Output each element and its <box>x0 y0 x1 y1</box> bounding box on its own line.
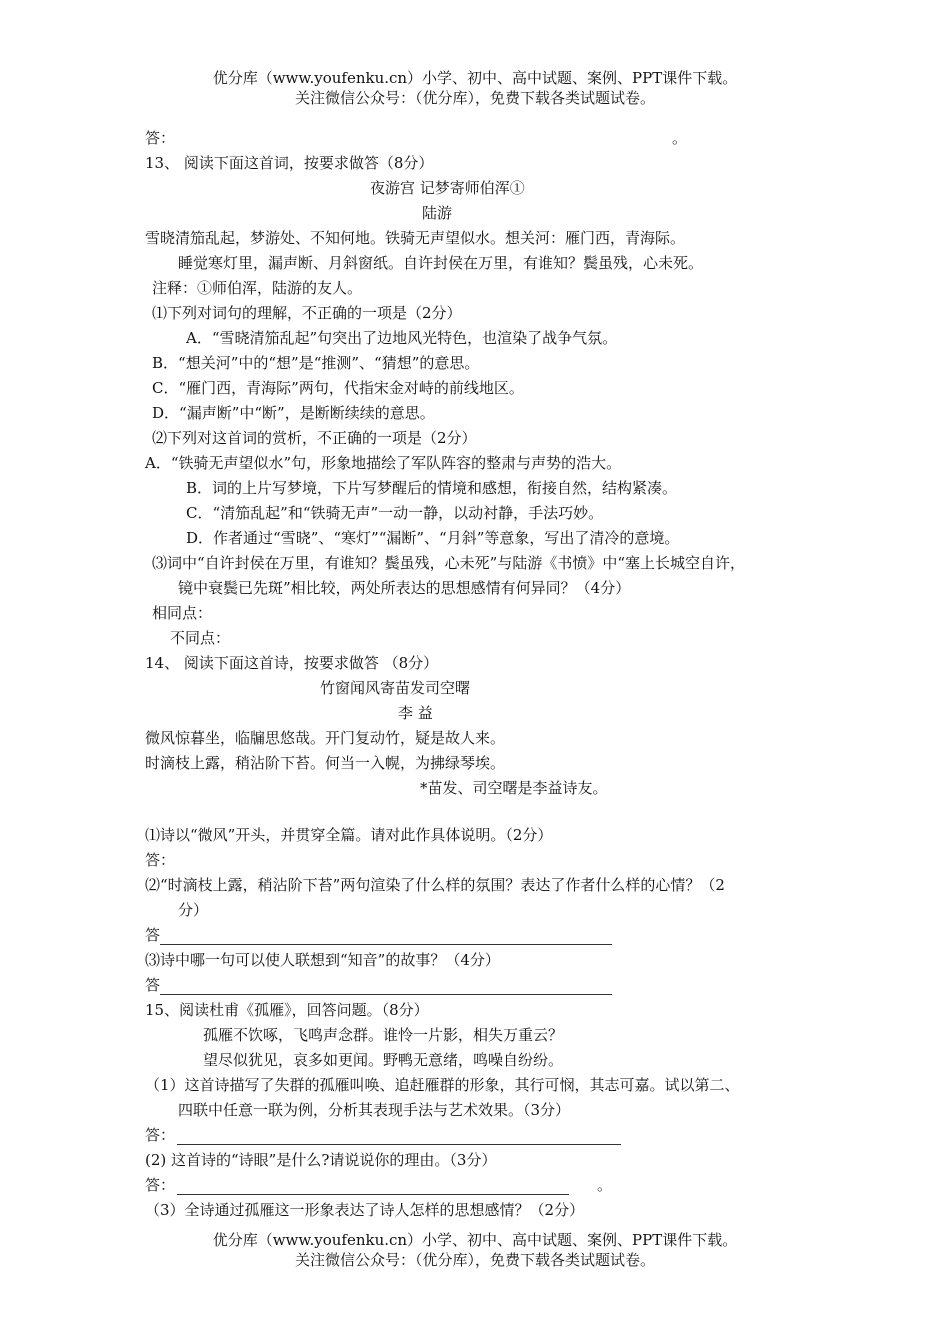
q13-sub3-line-2: 镜中衰鬓已先斑”相比较，两处所表达的思想感情有何异同？（4分） <box>178 579 631 597</box>
q13-sub2-option-b: B．词的上片写梦境，下片写梦醒后的情境和感想，衔接自然，结构紧凑。 <box>186 479 678 497</box>
q13-sub2-option-a: A．“铁骑无声望似水”句，形象地描绘了军队阵容的整肃与声势的浩大。 <box>145 454 622 472</box>
q14-poem-line-2: 时滴枝上露，稍沾阶下苔。何当一入幌，为拂绿琴埃。 <box>145 754 506 772</box>
q14-sub3-answer-label: 答 <box>145 976 161 994</box>
q15-sub2: (2) 这首诗的“诗眼”是什么?请说说你的理由。（3分） <box>145 1151 497 1169</box>
q14-sub1: ⑴诗以“微风”开头，并贯穿全篇。请对此作具体说明。（2分） <box>145 826 553 844</box>
q14-heading: 14、 阅读下面这首诗，按要求做答 （8分） <box>145 654 439 672</box>
q15-sub3: （3）全诗通过孤雁这一形象表达了诗人怎样的思想感情？（2分） <box>145 1201 585 1219</box>
q13-sub1: ⑴下列对词句的理解，不正确的一项是（2分） <box>152 304 462 322</box>
q14-note: *苗发、司空曙是李益诗友。 <box>420 779 608 797</box>
q13-sub2-option-c: C．“清笳乱起”和“铁骑无声”一动一静，以动衬静，手法巧妙。 <box>186 504 604 522</box>
q15-sub2-answer-line <box>145 1175 612 1195</box>
q14-sub2-answer-line <box>145 925 612 945</box>
q13-sub1-option-c: C．“雁门西，青海际”两句，代指宋金对峙的前线地区。 <box>152 379 524 397</box>
header-line-2: 关注微信公众号：（优分库），免费下载各类试题试卷。 <box>294 89 655 107</box>
q13-sub1-option-d: D．“漏声断”中“断”，是断断续续的意思。 <box>152 404 435 422</box>
answer-blank <box>177 1179 569 1195</box>
q15-poem-line-1: 孤雁不饮啄，飞鸣声念群。谁怜一片影，相失万重云？ <box>203 1026 564 1044</box>
q15-heading: 15、阅读杜甫《孤雁》，回答问题。（8分） <box>145 1001 429 1019</box>
q13-sub2-option-d: D．作者通过“雪晓”、“寒灯”“漏断”、“月斜”等意象，写出了清冷的意境。 <box>186 529 680 547</box>
q15-sub1-line-1: （1）这首诗描写了失群的孤雁叫唤、追赶雁群的形象，其行可悯，其志可嘉。试以第二、 <box>145 1076 740 1094</box>
q14-sub1-answer-label: 答： <box>145 851 176 869</box>
q13-poem-line-2: 睡觉寒灯里，漏声断、月斜窗纸。自许封侯在万里，有谁知？鬓虽残，心未死。 <box>178 254 704 272</box>
q13-sub1-option-b: B．“想关河”中的“想”是“推测”、“猜想”的意思。 <box>152 354 480 372</box>
q13-sub1-option-a: A．“雪晓清笳乱起”句突出了边地风光特色，也渲染了战争气氛。 <box>186 329 618 347</box>
q14-poem-line-1: 微风惊暮坐，临牖思悠哉。开门复动竹，疑是故人来。 <box>145 729 506 747</box>
answer-end-mark: 。 <box>672 129 688 147</box>
footer-line-2: 关注微信公众号：（优分库），免费下载各类试题试卷。 <box>294 1251 655 1269</box>
q13-poem-title: 夜游宫 记梦寄师伯浑① <box>370 179 525 197</box>
q14-sub3: ⑶诗中哪一句可以使人联想到“知音”的故事？（4分） <box>145 951 500 969</box>
q13-note: 注释：①师伯浑，陆游的友人。 <box>152 279 363 297</box>
q15-sub1-answer-line <box>145 1125 621 1145</box>
q13-poem-author: 陆游 <box>422 204 453 222</box>
q14-sub2-answer-label: 答 <box>145 926 161 944</box>
answer-label: 答： <box>145 129 176 147</box>
answer-blank <box>160 979 612 995</box>
answer-blank <box>160 929 612 945</box>
q14-sub3-answer-line <box>145 975 612 995</box>
q13-heading: 13、 阅读下面这首词，按要求做答（8分） <box>145 154 434 172</box>
q15-poem-line-2: 望尽似犹见，哀多如更闻。野鸭无意绪，鸣噪自纷纷。 <box>203 1051 564 1069</box>
q15-sub1-answer-label: 答： <box>145 1126 176 1144</box>
footer-line-1: 优分库（www.youfenku.cn）小学、初中、高中试题、案例、PPT课件下载。 <box>212 1231 738 1249</box>
header-line-1: 优分库（www.youfenku.cn）小学、初中、高中试题、案例、PPT课件下载。 <box>212 69 738 87</box>
q13-poem-line-1: 雪晓清笳乱起，梦游处、不知何地。铁骑无声望似水。想关河：雁门西，青海际。 <box>145 229 686 247</box>
q13-sub3-line-1: ⑶词中“自许封侯在万里，有谁知？鬓虽残，心未死”与陆游《书愤》中“塞上长城空自许， <box>152 554 746 572</box>
q14-sub2-line-2: 分） <box>178 901 209 919</box>
answer-blank <box>177 1129 621 1145</box>
q13-same-label: 相同点： <box>152 604 213 622</box>
q14-sub2-line-1: ⑵“时滴枝上露，稍沾阶下苔”两句渲染了什么样的氛围？表达了作者什么样的心情？（2 <box>145 876 725 894</box>
q14-poem-author: 李 益 <box>398 704 433 722</box>
q13-sub2: ⑵下列对这首词的赏析，不正确的一项是（2分） <box>152 429 477 447</box>
q13-diff-label: 不同点： <box>170 629 231 647</box>
q14-poem-title: 竹窗闻风寄苗发司空曙 <box>320 679 471 697</box>
q15-sub2-answer-end: 。 <box>597 1176 613 1194</box>
q15-sub1-line-2: 四联中任意一联为例，分析其表现手法与艺术效果。（3分） <box>178 1101 571 1119</box>
q15-sub2-answer-label: 答： <box>145 1176 176 1194</box>
